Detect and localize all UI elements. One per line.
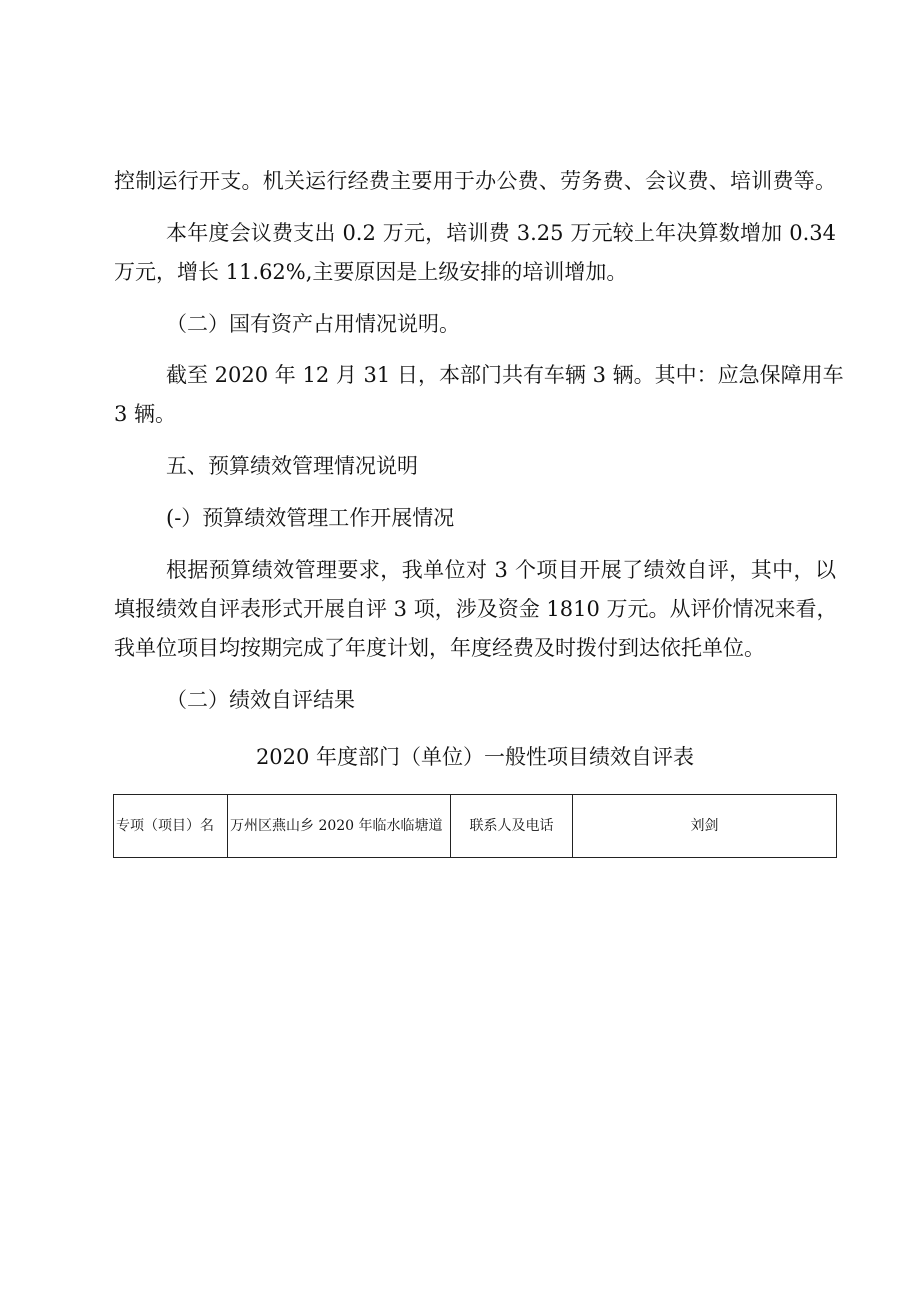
paragraph-vehicles-line2: 3 辆。	[114, 402, 177, 426]
paragraph-meeting-fees-line2: 万元，增长 11.62%,主要原因是上级安排的培训增加。	[114, 260, 628, 284]
project-name-label: 专项（项目）名	[114, 795, 228, 858]
heading-evaluation-results: （二）绩效自评结果	[166, 688, 355, 712]
paragraph-self-evaluation-line3: 我单位项目均按期完成了年度计划，年度经费及时拨付到达依托单位。	[114, 636, 765, 660]
heading-section-five: 五、预算绩效管理情况说明	[166, 454, 418, 478]
paragraph-operating-costs: 控制运行开支。机关运行经费主要用于办公费、劳务费、会议费、培训费等。	[114, 169, 836, 193]
project-name-value: 万州区燕山乡 2020 年临水临塘道	[228, 795, 451, 858]
paragraph-self-evaluation-line1: 根据预算绩效管理要求，我单位对 3 个项目开展了绩效自评，其中，以	[166, 558, 836, 582]
evaluation-table	[113, 794, 837, 858]
heading-performance-work: (-）预算绩效管理工作开展情况	[166, 506, 455, 530]
paragraph-vehicles-line1: 截至 2020 年 12 月 31 日，本部门共有车辆 3 辆。其中：应急保障用车	[166, 363, 844, 387]
table-row	[114, 795, 837, 858]
paragraph-self-evaluation-line2: 填报绩效自评表形式开展自评 3 项，涉及资金 1810 万元。从评价情况来看，	[114, 597, 838, 621]
heading-state-assets: （二）国有资产占用情况说明。	[166, 312, 460, 336]
table-title: 2020 年度部门（单位）一般性项目绩效自评表	[255, 745, 695, 769]
paragraph-meeting-fees-line1: 本年度会议费支出 0.2 万元，培训费 3.25 万元较上年决算数增加 0.34	[166, 221, 836, 245]
contact-value: 刘剑	[573, 795, 837, 858]
contact-label: 联系人及电话	[451, 795, 573, 858]
